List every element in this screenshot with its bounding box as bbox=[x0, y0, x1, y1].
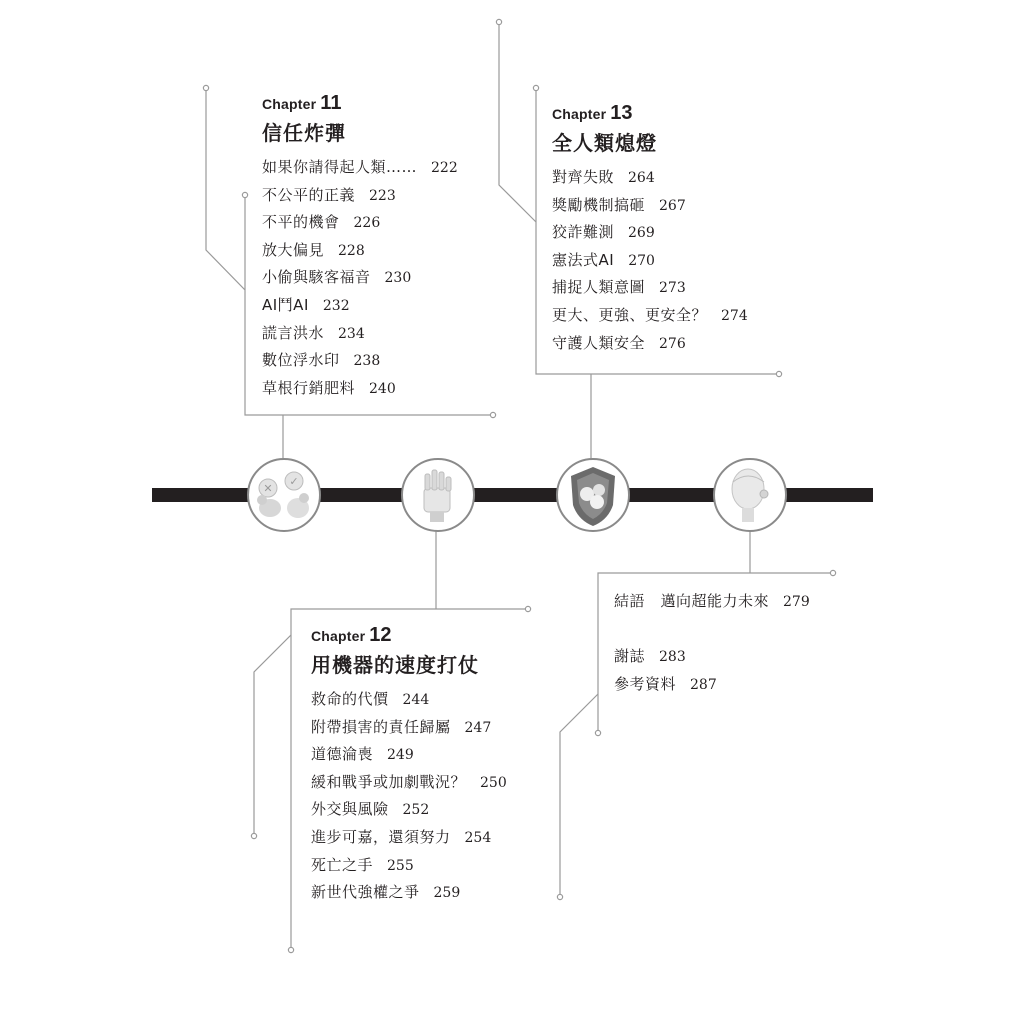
entry-page: 276 bbox=[659, 335, 686, 352]
toc-entry[interactable] bbox=[311, 771, 507, 799]
chapter-label: Chapter bbox=[552, 106, 607, 122]
chapter-13 bbox=[552, 102, 748, 359]
chapter-heading bbox=[262, 92, 458, 115]
entry-title: 數位浮水印 bbox=[262, 351, 340, 370]
entry-title: 新世代強權之爭 bbox=[311, 883, 420, 902]
toc-entry[interactable] bbox=[262, 349, 458, 377]
chapter-title: 用機器的速度打仗 bbox=[311, 653, 479, 677]
toc-entry[interactable] bbox=[311, 854, 507, 882]
entry-page: 240 bbox=[369, 380, 396, 397]
entry-page: 270 bbox=[628, 252, 655, 269]
entry-title: 緩和戰爭或加劇戰況？ bbox=[311, 772, 467, 791]
entry-title: 如果你請得起人類…… bbox=[262, 158, 418, 176]
entry-page: 230 bbox=[384, 270, 412, 287]
toc-entry[interactable] bbox=[311, 826, 507, 854]
entry-title: 不公平的正義 bbox=[262, 185, 356, 204]
toc-entry[interactable] bbox=[311, 688, 507, 716]
entry-page: 279 bbox=[783, 594, 810, 610]
robot-head-icon bbox=[714, 459, 786, 531]
chapter-number: 13 bbox=[610, 102, 633, 124]
entry-page: 232 bbox=[322, 297, 350, 314]
entry-page: 249 bbox=[387, 747, 414, 764]
toc-entry-acknowledgements[interactable] bbox=[614, 645, 810, 673]
entry-page: 234 bbox=[338, 325, 365, 342]
svg-text:✓: ✓ bbox=[289, 475, 299, 488]
toc-entry[interactable] bbox=[311, 798, 507, 826]
toc-entry[interactable] bbox=[262, 294, 458, 322]
entry-page: 223 bbox=[369, 187, 396, 204]
entry-title: 謊言洪水 bbox=[262, 323, 325, 342]
toc-entry[interactable] bbox=[311, 743, 507, 771]
toc-entry[interactable] bbox=[552, 332, 748, 360]
entry-title: 草根行銷肥料 bbox=[262, 378, 356, 397]
entry-title: 附帶損害的責任歸屬 bbox=[311, 717, 451, 736]
entry-page: 273 bbox=[659, 280, 686, 297]
entry-page: 287 bbox=[690, 676, 717, 693]
toc-entry[interactable] bbox=[262, 239, 458, 267]
entry-title: 道德淪喪 bbox=[311, 745, 374, 764]
entry-page: 267 bbox=[659, 197, 686, 214]
toc-entry[interactable] bbox=[552, 276, 748, 304]
toc-entry[interactable] bbox=[552, 194, 748, 222]
entry-page: 250 bbox=[480, 774, 507, 791]
robot-hand-icon bbox=[402, 459, 474, 531]
toc-entry[interactable] bbox=[262, 322, 458, 350]
chapter-label: Chapter bbox=[262, 96, 317, 112]
entry-page: 264 bbox=[628, 170, 655, 186]
toc-entry[interactable] bbox=[311, 716, 507, 744]
entry-title: 狡詐難測 bbox=[552, 223, 615, 242]
chapter-title: 信任炸彈 bbox=[262, 121, 346, 145]
entry-page: 255 bbox=[387, 857, 414, 874]
entry-page: 269 bbox=[628, 225, 655, 242]
entry-page: 254 bbox=[464, 829, 492, 846]
entry-page: 274 bbox=[721, 307, 748, 324]
entry-page: 252 bbox=[402, 802, 430, 819]
toc-list bbox=[262, 156, 458, 404]
end-matter bbox=[614, 590, 810, 700]
toc-list bbox=[552, 166, 748, 359]
entry-title: 參考資料 bbox=[614, 674, 677, 693]
people-puzzle-icon bbox=[248, 459, 320, 531]
entry-title: 謝誌 bbox=[614, 647, 646, 666]
chapter-12 bbox=[311, 624, 507, 909]
toc-entry[interactable] bbox=[552, 249, 748, 277]
entry-title: 死亡之手 bbox=[311, 855, 374, 874]
chapter-title: 全人類熄燈 bbox=[552, 131, 657, 155]
chapter-label: Chapter bbox=[311, 628, 366, 644]
toc-entry[interactable] bbox=[262, 211, 458, 239]
entry-title: 外交與風險 bbox=[311, 800, 389, 819]
entry-title: 更大、更強、更安全？ bbox=[552, 305, 708, 324]
toc-entry[interactable] bbox=[262, 266, 458, 294]
entry-title: 結語 邁向超能力未來 bbox=[614, 592, 770, 610]
svg-text:✕: ✕ bbox=[263, 482, 273, 495]
entry-page: 222 bbox=[431, 160, 458, 176]
entry-title: 守護人類安全 bbox=[552, 333, 646, 352]
entry-title: 小偷與駭客福音 bbox=[262, 268, 371, 287]
entry-title: 不平的機會 bbox=[262, 213, 340, 232]
entry-page: 228 bbox=[338, 242, 365, 259]
toc-entry-epilogue[interactable] bbox=[614, 590, 810, 618]
entry-title: 憲法式AI bbox=[552, 250, 615, 269]
entry-page: 244 bbox=[402, 692, 430, 708]
entry-page: 283 bbox=[659, 649, 686, 666]
entry-page: 247 bbox=[464, 719, 492, 736]
toc-entry[interactable] bbox=[262, 377, 458, 405]
toc-list bbox=[311, 688, 507, 909]
toc-entry-references[interactable] bbox=[614, 673, 810, 701]
entry-title: AI鬥AI bbox=[262, 295, 309, 314]
chapter-11 bbox=[262, 92, 458, 404]
entry-page: 259 bbox=[433, 885, 461, 902]
toc-entry[interactable] bbox=[552, 221, 748, 249]
toc-entry[interactable] bbox=[311, 881, 507, 909]
entry-title: 放大偏見 bbox=[262, 240, 325, 259]
chapter-heading bbox=[552, 102, 748, 125]
entry-page: 226 bbox=[353, 215, 381, 232]
entry-title: 對齊失敗 bbox=[552, 168, 615, 186]
chapter-heading bbox=[311, 624, 507, 647]
entry-title: 進步可嘉，還須努力 bbox=[311, 827, 451, 846]
chapter-number: 11 bbox=[320, 92, 342, 114]
entry-title: 捕捉人類意圖 bbox=[552, 278, 646, 297]
entry-page: 238 bbox=[353, 353, 381, 370]
toc-entry[interactable] bbox=[552, 304, 748, 332]
chapter-13-connector bbox=[499, 22, 536, 222]
toc-entry[interactable] bbox=[262, 184, 458, 212]
chapter-number: 12 bbox=[369, 624, 392, 646]
shield-people-icon bbox=[557, 459, 629, 531]
entry-title: 救命的代價 bbox=[311, 690, 389, 708]
toc-entry[interactable] bbox=[552, 166, 748, 194]
entry-title: 獎勵機制搞砸 bbox=[552, 195, 646, 214]
toc-entry[interactable] bbox=[262, 156, 458, 184]
